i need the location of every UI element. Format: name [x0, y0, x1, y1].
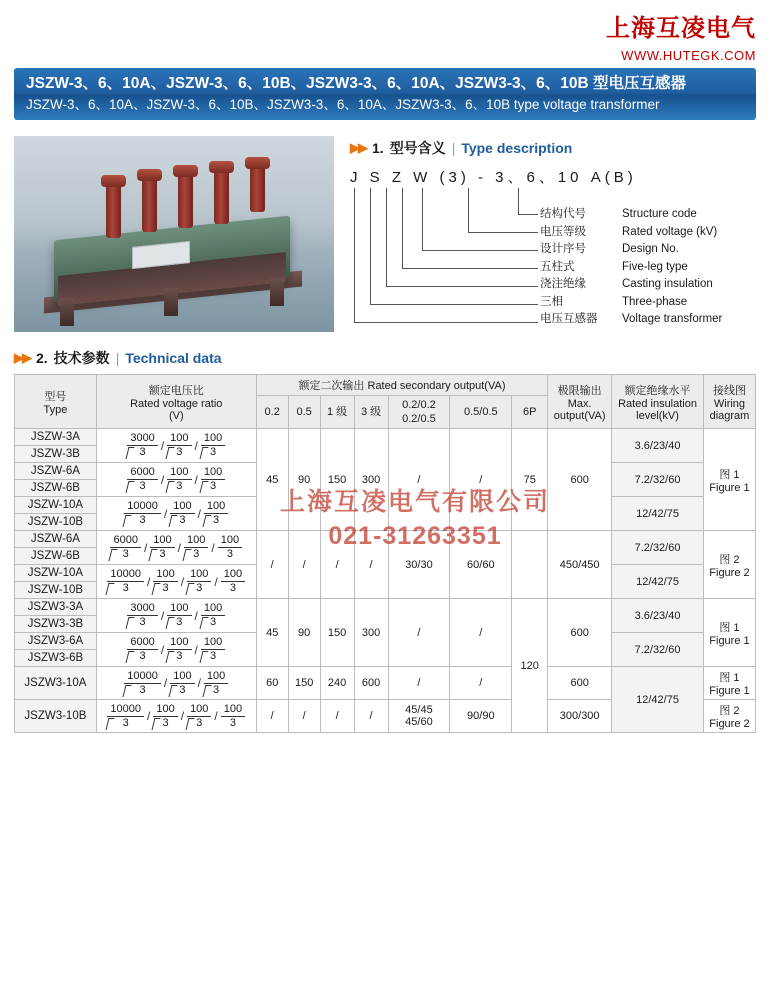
th-wiring-en: Wiring	[713, 397, 746, 410]
legend-en: Structure code	[622, 208, 697, 220]
th-output-en: Rated secondary output(VA)	[367, 380, 506, 392]
combo1-line2: 45/60	[405, 716, 433, 728]
cell-max-g4: 600	[548, 599, 612, 667]
table-row	[15, 531, 756, 548]
leader-line-4	[402, 188, 403, 268]
section1-separator: |	[451, 140, 456, 156]
cell-class-02-g3: /	[256, 531, 288, 599]
legend-cn: 电压互感器	[540, 313, 598, 325]
cell-ratio: $\frac{6000}{3}$ / $\frac{100}{3}$ / $\frac{100}{3}$ / $\frac{100}{3}$	[96, 531, 256, 565]
cell-combo1-g5: /	[388, 667, 450, 700]
th-insulation	[612, 375, 704, 429]
product-title-en: JSZW-3、6、10A、JSZW-3、6、10B、JSZW3-3、6、10A、JSZW3-3、6、10B type voltage transformer	[26, 97, 660, 112]
cell-ratio: $\frac{6000}{3}$ / $\frac{100}{3}$ / $\frac{100}{3}$	[96, 633, 256, 667]
cell-class-1-g6: /	[320, 700, 354, 733]
cell-max-g6: 300/300	[548, 700, 612, 733]
leader-line-5	[386, 188, 387, 286]
cell-max-g1: 600	[548, 429, 612, 531]
leader-h-7	[354, 322, 538, 323]
photo-bushing-1	[106, 184, 121, 238]
th-type-en: Type	[43, 403, 68, 416]
wiring-fig-en: Figure 1	[709, 685, 750, 697]
th-max-en: Max.	[567, 397, 592, 410]
cell-type: JSZW-3B	[15, 446, 97, 463]
product-title-bar	[14, 68, 756, 120]
leader-h-5	[386, 286, 538, 287]
legend-item	[540, 224, 722, 242]
photo-bushing-4	[214, 170, 229, 224]
cell-combo2-g1: /	[450, 429, 512, 531]
cell-6p-lower: 120	[512, 599, 548, 733]
cell-class-3-g3: /	[354, 531, 388, 599]
cell-wiring-fig1-a	[703, 429, 755, 531]
cell-ratio: $\frac{10000}{3}$ / $\frac{100}{3}$ / $\frac{100}{3}$	[96, 497, 256, 531]
watermark-phone: 021-31263351	[328, 522, 502, 550]
cell-ratio: $\frac{3000}{3}$ / $\frac{100}{3}$ / $\frac{100}{3}$	[96, 599, 256, 633]
legend-en: Rated voltage (kV)	[622, 225, 718, 238]
cell-type: JSZW3-3A	[15, 599, 97, 616]
cell-type: JSZW3-3B	[15, 616, 97, 633]
th-class-1: 1 级	[320, 396, 354, 429]
wiring-fig-cn: 图 1	[719, 621, 740, 634]
cell-max-g3: 450/450	[548, 531, 612, 599]
cell-combo2-g3: 60/60	[450, 531, 512, 599]
type-code-string: J S Z W (3) - 3、6、10 A(B)	[350, 169, 637, 186]
section-header-technical-data	[14, 348, 222, 368]
wiring-fig-cn: 图 2	[719, 553, 740, 566]
leader-line-7	[354, 188, 355, 322]
leader-line-3	[422, 188, 423, 250]
combo1-line1: 45/45	[405, 704, 433, 716]
cell-class-1-g4: 150	[320, 599, 354, 667]
th-ratio-unit: (V)	[168, 409, 184, 422]
cell-combo1-g4: /	[388, 599, 450, 667]
cell-type: JSZW-3A	[15, 429, 97, 446]
th-wiring-en2: diagram	[709, 409, 750, 422]
th-max-cn: 极限输出	[557, 384, 602, 397]
wiring-fig-en: Figure 2	[709, 718, 750, 730]
section1-label-en: Type description	[461, 140, 573, 156]
cell-6p-g3	[512, 531, 548, 599]
cell-insulation-6kv: 7.2/32/60	[612, 633, 704, 667]
cell-class-02-g6: /	[256, 700, 288, 733]
cell-insulation-10kv: 12/42/75	[612, 497, 704, 531]
wiring-fig-cn: 图 1	[719, 468, 740, 481]
legend-item	[540, 206, 722, 224]
product-photo	[14, 136, 334, 332]
legend-cn: 结构代号	[540, 208, 586, 220]
legend-cn: 浇注绝缘	[540, 278, 586, 290]
wiring-fig-cn: 图 1	[719, 672, 740, 684]
cell-class-02-g1: 45	[256, 429, 288, 531]
company-website: WWW.HUTEGK.COM	[621, 48, 756, 63]
wiring-fig-cn: 图 2	[719, 705, 740, 717]
cell-insulation-10kv: 12/42/75	[612, 667, 704, 733]
cell-ratio: $\frac{6000}{3}$ / $\frac{100}{3}$ / $\frac{100}{3}$	[96, 463, 256, 497]
th-ratio-en: Rated voltage ratio	[130, 397, 223, 410]
technical-data-table	[14, 374, 756, 733]
cell-insulation-6kv: 7.2/32/60	[612, 531, 704, 565]
cell-6p-g1: 75	[512, 429, 548, 531]
section2-label-cn: 技术参数	[53, 350, 110, 366]
cell-class-02-g4: 45	[256, 599, 288, 667]
th-wiring	[703, 375, 755, 429]
cell-max-g5: 600	[548, 667, 612, 700]
cell-type: JSZW-10A	[15, 497, 97, 514]
cell-ratio: $\frac{10000}{3}$ / $\frac{100}{3}$ / $\frac{100}{3}$	[96, 667, 256, 700]
cell-type: JSZW3-6A	[15, 633, 97, 650]
th-max-en2: output(VA)	[553, 409, 606, 422]
th-class-02: 0.2	[256, 396, 288, 429]
cell-wiring-fig2-b	[703, 700, 755, 733]
th-class-combo-1	[388, 396, 450, 429]
cell-combo1-g3: 30/30	[388, 531, 450, 599]
legend-item	[540, 276, 722, 294]
legend-en: Casting insulation	[622, 278, 713, 290]
cell-class-1-g1: 150	[320, 429, 354, 531]
th-ins-cn: 额定绝缘水平	[624, 384, 691, 397]
photo-bushing-cap-4	[209, 161, 234, 173]
photo-bushing-cap-5	[245, 157, 270, 169]
photo-bushing-cap-2	[137, 169, 162, 181]
th-max-output	[548, 375, 612, 429]
th-type-cn: 型号	[44, 390, 67, 403]
th-class-05: 0.5	[288, 396, 320, 429]
photo-bushing-2	[142, 178, 157, 232]
cell-insulation-3kv: 3.6/23/40	[612, 429, 704, 463]
cell-class-05-g5: 150	[288, 667, 320, 700]
cell-combo2-g5: /	[450, 667, 512, 700]
section2-label-en: Technical data	[125, 350, 222, 366]
cell-type: JSZW3-6B	[15, 650, 97, 667]
th-type	[15, 375, 97, 429]
photo-leg-1	[60, 298, 74, 326]
cell-type: JSZW-6A	[15, 531, 97, 548]
legend-item	[540, 294, 722, 312]
legend-en: Design No.	[622, 243, 679, 255]
cell-insulation-3kv: 3.6/23/40	[612, 599, 704, 633]
cell-type: JSZW3-10A	[15, 667, 97, 700]
cell-combo1-g1: /	[388, 429, 450, 531]
th-class-combo-2: 0.5/0.5	[450, 396, 512, 429]
section2-separator: |	[115, 350, 120, 366]
watermark-company: 上海互凌电气有限公司	[279, 488, 550, 516]
wiring-fig-en: Figure 1	[709, 481, 750, 494]
cell-class-05-g6: /	[288, 700, 320, 733]
cell-combo1-g6	[388, 700, 450, 733]
section-header-type-description	[350, 138, 572, 158]
table-header-row-1	[15, 375, 756, 396]
leader-h-2	[468, 232, 538, 233]
cell-class-05-g1: 90	[288, 429, 320, 531]
photo-bushing-5	[250, 166, 265, 212]
th-combo-0205: 0.2/0.5	[402, 413, 436, 425]
table-row	[15, 667, 756, 700]
cell-type: JSZW-6B	[15, 548, 97, 565]
legend-en: Three-phase	[622, 295, 688, 308]
cell-class-3-g5: 600	[354, 667, 388, 700]
cell-ratio: $\frac{10000}{3}$ / $\frac{100}{3}$ / $\frac{100}{3}$ / $\frac{100}{3}$	[96, 565, 256, 599]
cell-type: JSZW-10B	[15, 582, 97, 599]
leader-line-2	[468, 188, 469, 232]
legend-en: Voltage transformer	[622, 313, 723, 325]
product-title-cn: JSZW-3、6、10A、JSZW-3、6、10B、JSZW3-3、6、10A、JSZW3-3、6、10B 型电压互感器	[26, 75, 686, 92]
cell-wiring-fig1-c	[703, 667, 755, 700]
cell-type: JSZW-6B	[15, 480, 97, 497]
th-ratio	[96, 375, 256, 429]
leader-h-3	[422, 250, 538, 251]
section1-number: 1.	[372, 140, 384, 156]
cell-class-02-g5: 60	[256, 667, 288, 700]
legend-item	[540, 311, 722, 329]
th-ratio-cn: 额定电压比	[148, 384, 204, 397]
legend-cn: 三相	[540, 295, 563, 308]
photo-leg-2	[164, 288, 178, 316]
legend-cn: 电压等级	[540, 225, 586, 238]
th-ins-en: Rated insulation	[618, 397, 697, 410]
photo-leg-3	[270, 278, 284, 306]
cell-class-1-g5: 240	[320, 667, 354, 700]
cell-type: JSZW3-10B	[15, 700, 97, 733]
th-combo-0202: 0.2/0.2	[402, 399, 436, 411]
wiring-fig-en: Figure 2	[709, 566, 750, 579]
legend-cn: 设计序号	[540, 243, 586, 255]
th-ins-en2: level(kV)	[636, 409, 679, 422]
cell-wiring-fig1-b	[703, 599, 755, 667]
section2-number: 2.	[36, 350, 48, 366]
legend-item	[540, 259, 722, 277]
leader-h-6	[370, 304, 538, 305]
cell-type: JSZW-10B	[15, 514, 97, 531]
photo-bushing-3	[178, 174, 193, 228]
cell-class-05-g4: 90	[288, 599, 320, 667]
company-name-cn: 上海互凌电气	[606, 14, 756, 42]
th-class-3: 3 级	[354, 396, 388, 429]
type-description-diagram	[350, 166, 756, 330]
cell-insulation-10kv: 12/42/75	[612, 565, 704, 599]
cell-ratio: $\frac{10000}{3}$ / $\frac{100}{3}$ / $\frac{100}{3}$ / $\frac{100}{3}$	[96, 700, 256, 733]
section-arrows-icon: ▶▶	[350, 140, 366, 155]
type-legend-list	[540, 206, 722, 329]
legend-item	[540, 241, 722, 259]
legend-en: Five-leg type	[622, 260, 688, 273]
cell-type: JSZW-6A	[15, 463, 97, 480]
cell-class-1-g3: /	[320, 531, 354, 599]
cell-class-05-g3: /	[288, 531, 320, 599]
cell-insulation-6kv: 7.2/32/60	[612, 463, 704, 497]
leader-h-1	[518, 214, 538, 215]
cell-class-3-g1: 300	[354, 429, 388, 531]
cell-class-3-g6: /	[354, 700, 388, 733]
th-output	[256, 375, 547, 396]
th-wiring-cn: 接线图	[712, 384, 746, 397]
table-row	[15, 429, 756, 446]
photo-bushing-cap-3	[173, 165, 198, 177]
legend-cn: 五柱式	[540, 260, 575, 273]
wiring-fig-en: Figure 1	[709, 634, 750, 647]
section-arrows-icon: ▶▶	[14, 350, 30, 365]
cell-combo2-g6: 90/90	[450, 700, 512, 733]
table-row	[15, 599, 756, 616]
leader-line-1	[518, 188, 519, 214]
cell-type: JSZW-10A	[15, 565, 97, 582]
brand-block	[606, 8, 756, 63]
cell-class-3-g4: 300	[354, 599, 388, 667]
section1-label-cn: 型号含义	[389, 140, 446, 156]
th-class-6p: 6P	[512, 396, 548, 429]
cell-ratio: $\frac{3000}{3}$ / $\frac{100}{3}$ / $\frac{100}{3}$	[96, 429, 256, 463]
leader-h-4	[402, 268, 538, 269]
leader-line-6	[370, 188, 371, 304]
cell-wiring-fig2-a	[703, 531, 755, 599]
cell-combo2-g4: /	[450, 599, 512, 667]
photo-bushing-cap-1	[101, 175, 126, 187]
th-output-cn: 额定二次输出	[298, 380, 365, 392]
